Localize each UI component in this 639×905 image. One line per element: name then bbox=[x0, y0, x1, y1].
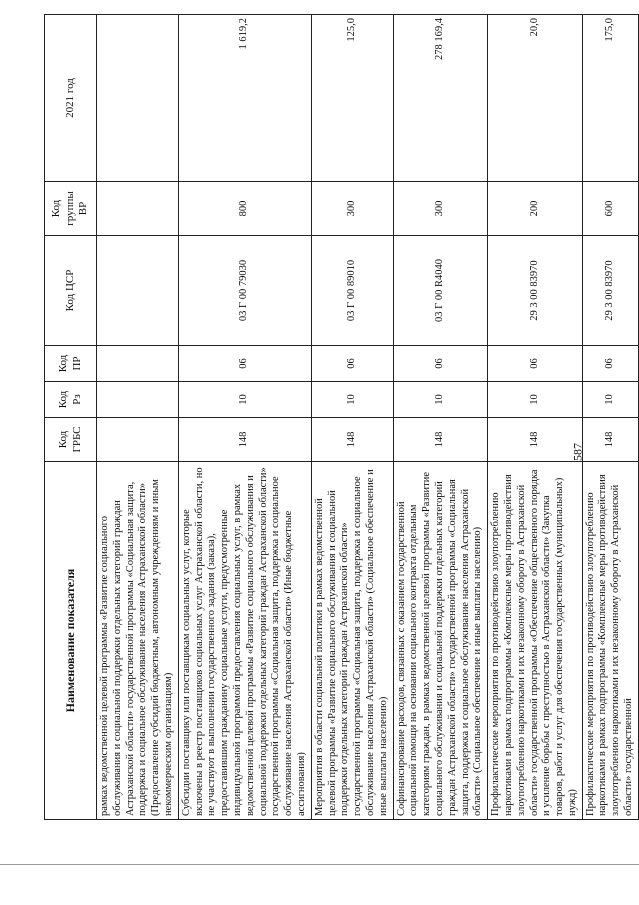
row-grbs: 148 bbox=[393, 418, 488, 462]
header-rz: Код Рз bbox=[45, 382, 97, 418]
row-pr: 06 bbox=[393, 346, 488, 382]
row-csr bbox=[97, 236, 179, 346]
header-year: 2021 год bbox=[45, 15, 97, 182]
row-vr: 300 bbox=[393, 182, 488, 236]
row-csr: 03 Г 00 R4040 bbox=[393, 236, 488, 346]
row-sum: 20,0 bbox=[488, 15, 583, 182]
row-vr: 800 bbox=[178, 182, 311, 236]
row-csr: 03 Г 00 79030 bbox=[178, 236, 311, 346]
row-rz: 10 bbox=[311, 382, 393, 418]
row-pr: 06 bbox=[311, 346, 393, 382]
row-pr bbox=[97, 346, 179, 382]
row-name: Субсидии поставщику или поставщикам социальных услуг, которые включены в реестр поставщиков социальных услуг Астраханской области, но не участвуют в выполнении государственного задания (заказа), предоставившим гражданину социальные услуги, предусмотренные индивидуальной программой предоставления социальных услуг, в рамках ведомственной целевой программы «Развитие социального обслуживания и социальной поддержки отдельных категорий граждан Астраханской области» государственной программы «Социальная защита, поддержка и социальное обслуживание населения Астраханской области» (Иные бюджетные ассигнования) bbox=[178, 462, 311, 820]
row-rz: 10 bbox=[393, 382, 488, 418]
budget-table bbox=[44, 14, 639, 820]
row-sum bbox=[97, 15, 179, 182]
row-name: Профилактические мероприятия по противодействию злоупотреблению наркотиками в рамках подпрограммы «Комплексные меры противодействия злоупотреблению наркотиками и их незаконному обороту в Астраханской области» государственной программы «Обеспечение общественного порядка и усиление борьбы с преступностью в Астраханской области» (Закупка товаров, работ и услуг для обеспечения государственных (муниципальных) нужд) bbox=[488, 462, 583, 820]
row-sum: 175,0 bbox=[582, 15, 638, 182]
table-row bbox=[178, 15, 311, 820]
row-vr: 300 bbox=[311, 182, 393, 236]
row-name: Профилактические мероприятия по противодействию злоупотреблению наркотиками в рамках подпрограммы «Комплексные меры противодействия злоупотреблению наркотиками и их незаконному обороту в Астраханской области» государственной bbox=[582, 462, 638, 820]
row-name: Мероприятия в области социальной политики в рамках ведомственной целевой программы «Развитие социального обслуживания и социальной поддержки отдельных категорий граждан Астраханской области» государственной программы «Социальная защита, поддержка и социальное обслуживание населения Астраханской области» (Социальное обеспечение и иные выплаты населению) bbox=[311, 462, 393, 820]
row-rz: 10 bbox=[582, 382, 638, 418]
table-row bbox=[393, 15, 488, 820]
header-pr: Код ПР bbox=[45, 346, 97, 382]
row-rz bbox=[97, 382, 179, 418]
row-pr: 06 bbox=[178, 346, 311, 382]
row-vr: 600 bbox=[582, 182, 638, 236]
row-rz: 10 bbox=[178, 382, 311, 418]
page-number: 587 bbox=[570, 443, 585, 461]
row-sum: 278 169,4 bbox=[393, 15, 488, 182]
table-row bbox=[488, 15, 583, 820]
header-vr: Код группы ВР bbox=[45, 182, 97, 236]
table-row bbox=[311, 15, 393, 820]
footer-rule bbox=[0, 864, 639, 865]
row-name: рамках ведомственной целевой программы «Развитие социального обслуживания и социальной поддержки отдельных категорий граждан Астраханской области» государственной программы «Социальная защита, поддержка и социальное обслуживание населения Астраханской области» (Предоставление субсидий бюджетным, автономным учреждениям и иным некоммерческим организациям) bbox=[97, 462, 179, 820]
row-grbs: 148 bbox=[178, 418, 311, 462]
row-pr: 06 bbox=[488, 346, 583, 382]
row-sum: 125,0 bbox=[311, 15, 393, 182]
table-row bbox=[582, 15, 638, 820]
row-vr bbox=[97, 182, 179, 236]
row-csr: 29 3 00 83970 bbox=[488, 236, 583, 346]
row-csr: 03 Г 00 89010 bbox=[311, 236, 393, 346]
row-sum: 1 619,2 bbox=[178, 15, 311, 182]
row-grbs: 148 bbox=[311, 418, 393, 462]
row-grbs: 148 bbox=[582, 418, 638, 462]
row-vr: 200 bbox=[488, 182, 583, 236]
header-name: Наименование показателя bbox=[45, 462, 97, 820]
row-rz: 10 bbox=[488, 382, 583, 418]
table-header-row bbox=[45, 15, 97, 820]
row-name: Софинансирование расходов, связанных с оказанием государственной социальной помощи на основании социального контракта отдельным категориям граждан, в рамках ведомственной целевой программы «Развитие социального обслуживания и социальной поддержки отдельных категорий граждан Астраханской области» государственной программы «Социальная защита, поддержка и социальное обслуживание населения Астраханской области» (Социальное обеспечение и иные выплаты населению) bbox=[393, 462, 488, 820]
row-csr: 29 3 00 83970 bbox=[582, 236, 638, 346]
header-grbs: Код ГРБС bbox=[45, 418, 97, 462]
header-csr: Код ЦСР bbox=[45, 236, 97, 346]
row-grbs: 148 bbox=[488, 418, 583, 462]
row-pr: 06 bbox=[582, 346, 638, 382]
row-grbs bbox=[97, 418, 179, 462]
table-row bbox=[97, 15, 179, 820]
